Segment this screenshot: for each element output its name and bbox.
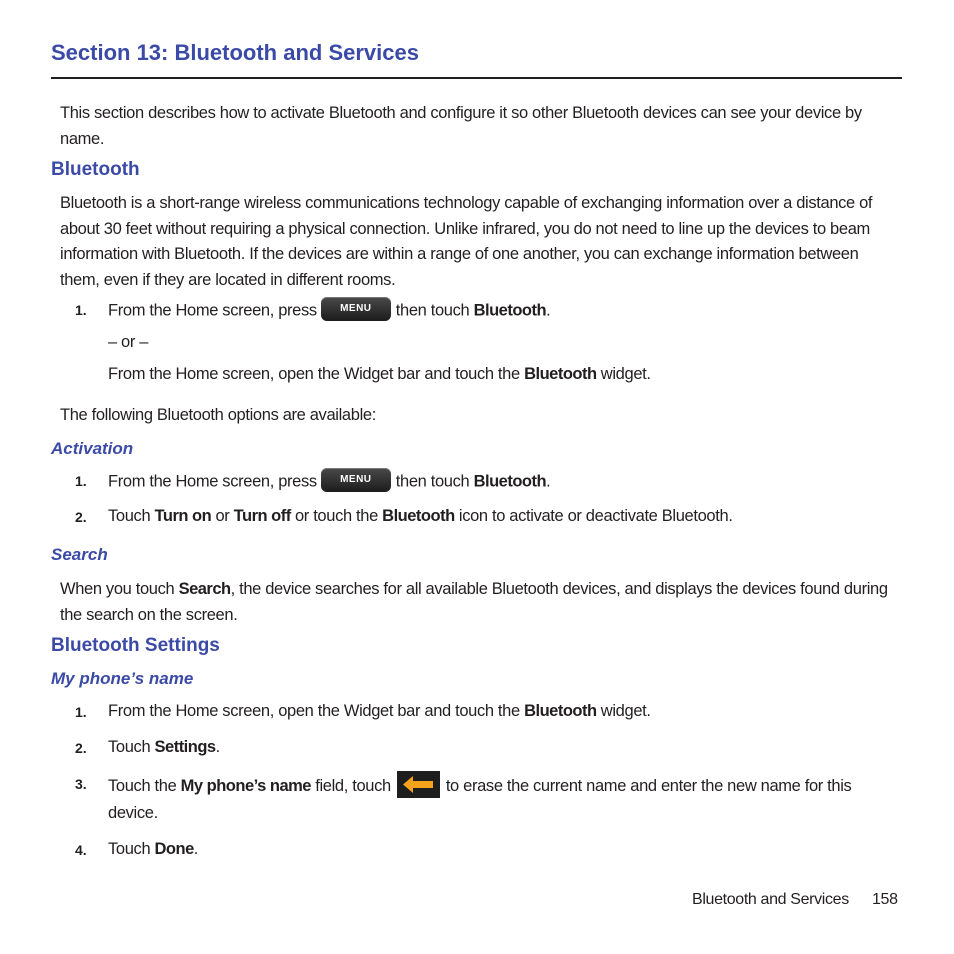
page-number: 158	[872, 891, 898, 908]
step-number: 4.	[75, 842, 87, 858]
step-number: 3.	[75, 776, 87, 792]
footer-label: Bluetooth and Services	[692, 891, 849, 908]
bold-term: Done	[154, 840, 194, 858]
bold-term: Bluetooth	[524, 702, 597, 720]
menu-key-icon: MENU	[321, 468, 391, 492]
bluetooth-step-1	[108, 299, 550, 323]
para-text: When you touch	[60, 580, 175, 598]
step-text: .	[193, 840, 198, 858]
bluetooth-step-1-alt	[108, 364, 651, 384]
step-text: Touch the	[108, 776, 177, 795]
step-number: 1.	[75, 704, 87, 720]
step-text: Touch	[108, 507, 151, 525]
bold-term: Bluetooth	[473, 472, 547, 491]
step-text: Touch	[108, 840, 151, 858]
back-arrow-icon	[397, 771, 440, 798]
step-text: .	[546, 472, 551, 491]
para-text: , the device searches for all available Bluetooth devices, and displays the devices found during the search on the screen.	[60, 580, 888, 624]
bold-term: Settings	[154, 738, 216, 756]
intro-paragraph: This section describes how to activate Bluetooth and configure it so other Bluetooth devices can see your device by name.	[60, 104, 862, 148]
options-intro: The following Bluetooth options are available:	[60, 406, 376, 424]
search-heading: Search	[51, 545, 108, 564]
step-text: .	[215, 738, 220, 756]
activation-heading: Activation	[51, 439, 134, 458]
step-text: or touch the	[294, 507, 378, 525]
menu-key-icon: MENU	[321, 297, 391, 321]
step-number: 2.	[75, 509, 87, 525]
settings-step-3	[108, 773, 851, 800]
bold-term: Turn off	[233, 507, 291, 525]
step-text: then touch	[395, 301, 470, 320]
step-text: or	[215, 507, 230, 525]
search-paragraph	[60, 577, 902, 628]
bold-term: Bluetooth	[382, 507, 455, 525]
activation-step-2	[108, 506, 733, 526]
step-number: 2.	[75, 740, 87, 756]
step-text: to erase the current name and enter the new name for this	[445, 776, 852, 795]
bluetooth-settings-heading: Bluetooth Settings	[51, 635, 220, 656]
settings-step-1	[108, 701, 651, 721]
activation-step-1	[108, 470, 550, 494]
section-title: Section 13: Bluetooth and Services	[51, 40, 419, 65]
step-text: widget.	[600, 702, 651, 720]
bluetooth-heading: Bluetooth	[51, 159, 140, 180]
or-separator: – or –	[108, 333, 149, 351]
step-number: 1.	[75, 473, 87, 489]
step-text: widget.	[600, 365, 651, 383]
settings-step-3-continued: device.	[108, 804, 158, 822]
step-text: From the Home screen, open the Widget bar and touch the	[108, 702, 520, 720]
step-text: From the Home screen, open the Widget bar and touch the	[108, 365, 520, 383]
bold-term: My phone’s name	[180, 776, 311, 795]
step-text: then touch	[395, 472, 470, 491]
bold-term: Turn on	[154, 507, 212, 525]
step-text: From the Home screen, press	[108, 472, 317, 491]
step-text: .	[546, 301, 551, 320]
step-text: icon to activate or deactivate Bluetooth.	[458, 507, 733, 525]
bold-term: Bluetooth	[524, 365, 597, 383]
bold-term: Bluetooth	[473, 301, 547, 320]
settings-step-4	[108, 839, 198, 859]
step-text: Touch	[108, 738, 151, 756]
bluetooth-paragraph: Bluetooth is a short-range wireless communications technology capable of exchanging information over a distance of about 30 feet without requiring a physical connection. Unlike infrared, you do not need to line up the devices to beam information with Bluetooth. If the devices are within a range of one another, you can exchange information between them, even if they are located in different rooms.	[60, 194, 873, 289]
my-phones-name-heading: My phone’s name	[51, 669, 194, 688]
bold-term: Search	[178, 580, 231, 598]
settings-step-2	[108, 737, 220, 757]
step-text: field, touch	[315, 776, 391, 795]
step-number: 1.	[75, 302, 87, 318]
title-rule	[51, 77, 902, 79]
step-text: From the Home screen, press	[108, 301, 317, 320]
